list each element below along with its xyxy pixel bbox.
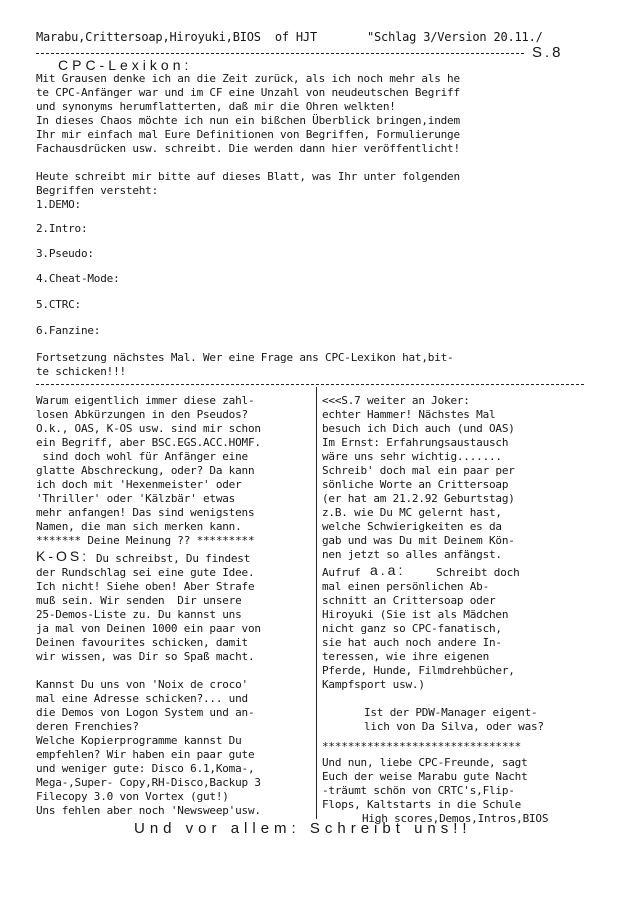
text-line: Flops, Kaltstarts in die Schule	[322, 798, 522, 811]
text-line: nen jetzt so alles anfängst.	[322, 548, 502, 561]
text-line: deren Frenchies?	[36, 720, 139, 733]
text-line: O.k., OAS, K-OS usw. sind mir schon	[36, 422, 261, 435]
text-line: Namen, die man sich merken kann.	[36, 520, 242, 533]
text-line: Mega-,Super- Copy,RH-Disco,Backup 3	[36, 776, 261, 789]
section-divider	[36, 384, 584, 385]
text-line: ja mal von Deinen 1000 ein paar von	[36, 622, 261, 635]
text-line: teressen, wie ihre eigenen	[322, 650, 489, 663]
text-line: mal eine Adresse schicken?... und	[36, 692, 248, 705]
text-line: gab und was Du mit Deinem Kön-	[322, 534, 515, 547]
text-line: losen Abkürzungen in den Pseudos?	[36, 408, 248, 421]
text-line: Fachausdrücken usw. schreibt. Die werden dann hier veröffentlicht!	[36, 142, 460, 155]
text-line: muß sein. Wir senden Dir unsere	[36, 594, 242, 607]
text-line: empfehlen? Wir haben ein paar gute	[36, 748, 255, 761]
footer-slogan: Und vor allem: Schreibt uns!!	[134, 820, 472, 837]
text-line: Kannst Du uns von 'Noix de croco'	[36, 678, 248, 691]
text-line: Hiroyuki (Sie ist als Mädchen	[322, 608, 509, 621]
text-line: te schicken!!!	[36, 365, 126, 378]
aufruf-heading: a.a:	[370, 562, 406, 578]
text-line: schnitt an Crittersoap oder	[322, 594, 496, 607]
text-line: -träumt schön von CRTC's,Flip-	[322, 784, 515, 797]
term-ctrc: 5.CTRC:	[36, 298, 81, 311]
text-line: 'Thriller' oder 'Kälzbär' etwas	[36, 492, 236, 505]
text-line: lich von Da Silva, oder was?	[364, 720, 544, 733]
header-issue: "Schlag 3/Version 20.11./	[367, 30, 543, 44]
text-line: ich doch mit 'Hexenmeister' oder	[36, 478, 242, 491]
kos-heading: K-OS:	[36, 548, 90, 564]
term-fanzine: 6.Fanzine:	[36, 324, 101, 337]
text-line: besuch ich Dich auch (und OAS)	[322, 422, 515, 435]
text-line: Ihr mir einfach mal Eure Definitionen von Begriffen, Formulierunge	[36, 128, 460, 141]
header-rule	[36, 53, 524, 54]
text-line: te CPC-Anfänger war und im CF eine Unzahl von neudeutschen Begriff	[36, 86, 460, 99]
text-line: Fortsetzung nächstes Mal. Wer eine Frage ans CPC-Lexikon hat,bit-	[36, 351, 454, 364]
text-line: der Rundschlag sei eine gute Idee.	[36, 566, 255, 579]
header-authors: Marabu,Crittersoap,Hiroyuki,BIOS of HJT	[36, 30, 317, 44]
term-demo: 1.DEMO:	[36, 198, 81, 211]
text-line: mal einen persönlichen Ab-	[322, 580, 489, 593]
text-line: Im Ernst: Erfahrungsaustausch	[322, 436, 509, 449]
text-line: und synonyms herumflatterten, daß mir die Ohren welkten!	[36, 100, 396, 113]
text-line: Und nun, liebe CPC-Freunde, sagt	[322, 756, 528, 769]
text-line: (er hat am 21.2.92 Geburtstag)	[322, 492, 515, 505]
text-line: Warum eigentlich immer diese zahl-	[36, 394, 255, 407]
text-line: Mit Grausen denke ich an die Zeit zurück, als ich noch mehr als he	[36, 72, 460, 85]
text-line: High scores,Demos,Intros,BIOS	[362, 812, 549, 825]
stars-divider: *******************************	[322, 740, 522, 753]
text-line: die Demos von Logon System und an-	[36, 706, 255, 719]
text-line: mehr anfangen! Das sind wenigstens	[36, 506, 255, 519]
lexikon-title: CPC-Lexikon:	[58, 57, 193, 73]
text-line: 25-Demos-Liste zu. Du kannst uns	[36, 608, 242, 621]
column-divider	[316, 387, 317, 819]
text-line: <<<S.7 weiter an Joker:	[322, 394, 470, 407]
text-line: welche Schwierigkeiten es da	[322, 520, 502, 533]
text-line: Schreibt doch	[436, 566, 520, 579]
term-cheat-mode: 4.Cheat-Mode:	[36, 272, 120, 285]
text-line: nicht ganz so CPC-fanatisch,	[322, 622, 502, 635]
text-line: In dieses Chaos möchte ich nun ein bißchen Überblick bringen,indem	[36, 114, 460, 127]
aufruf-label: Aufruf	[322, 566, 361, 579]
text-line: Welche Kopierprogramme kannst Du	[36, 734, 242, 747]
text-line: Pferde, Hunde, Filmdrehbücher,	[322, 664, 515, 677]
text-line: wir wissen, was Dir so Spaß macht.	[36, 650, 255, 663]
text-line: Schreib' doch mal ein paar per	[322, 464, 515, 477]
text-line: Uns fehlen aber noch 'Newsweep'usw.	[36, 804, 261, 817]
text-line: z.B. wie Du MC gelernt hast,	[322, 506, 502, 519]
text-line: wäre uns sehr wichtig.......	[322, 450, 502, 463]
text-line: Ich nicht! Siehe oben! Aber Strafe	[36, 580, 255, 593]
text-line: Filecopy 3.0 von Vortex (gut!)	[36, 790, 229, 803]
text-line: und weniger gute: Disco 6.1,Koma-,	[36, 762, 255, 775]
text-line: sie hat auch noch andere In-	[322, 636, 502, 649]
text-line: ******* Deine Meinung ?? *********	[36, 534, 255, 547]
term-pseudo: 3.Pseudo:	[36, 247, 94, 260]
text-line: Ist der PDW-Manager eigent-	[364, 706, 538, 719]
text-line: Heute schreibt mir bitte auf dieses Blatt, was Ihr unter folgenden	[36, 170, 460, 183]
text-line: Euch der weise Marabu gute Nacht	[322, 770, 528, 783]
page-number: S.8	[532, 44, 564, 61]
text-line: Du schreibst, Du findest	[96, 552, 251, 565]
text-line: sind doch wohl für Anfänger eine	[36, 450, 248, 463]
text-line: sönliche Worte an Crittersoap	[322, 478, 509, 491]
text-line: glatte Abschreckung, oder? Da kann	[36, 464, 255, 477]
text-line: echter Hammer! Nächstes Mal	[322, 408, 496, 421]
text-line: Deinen favourites schicken, damit	[36, 636, 248, 649]
text-line: Kampfsport usw.)	[322, 678, 425, 691]
text-line: Begriffen versteht:	[36, 184, 159, 197]
text-line: ein Begriff, aber BSC.EGS.ACC.HOMF.	[36, 436, 261, 449]
term-intro: 2.Intro:	[36, 222, 88, 235]
